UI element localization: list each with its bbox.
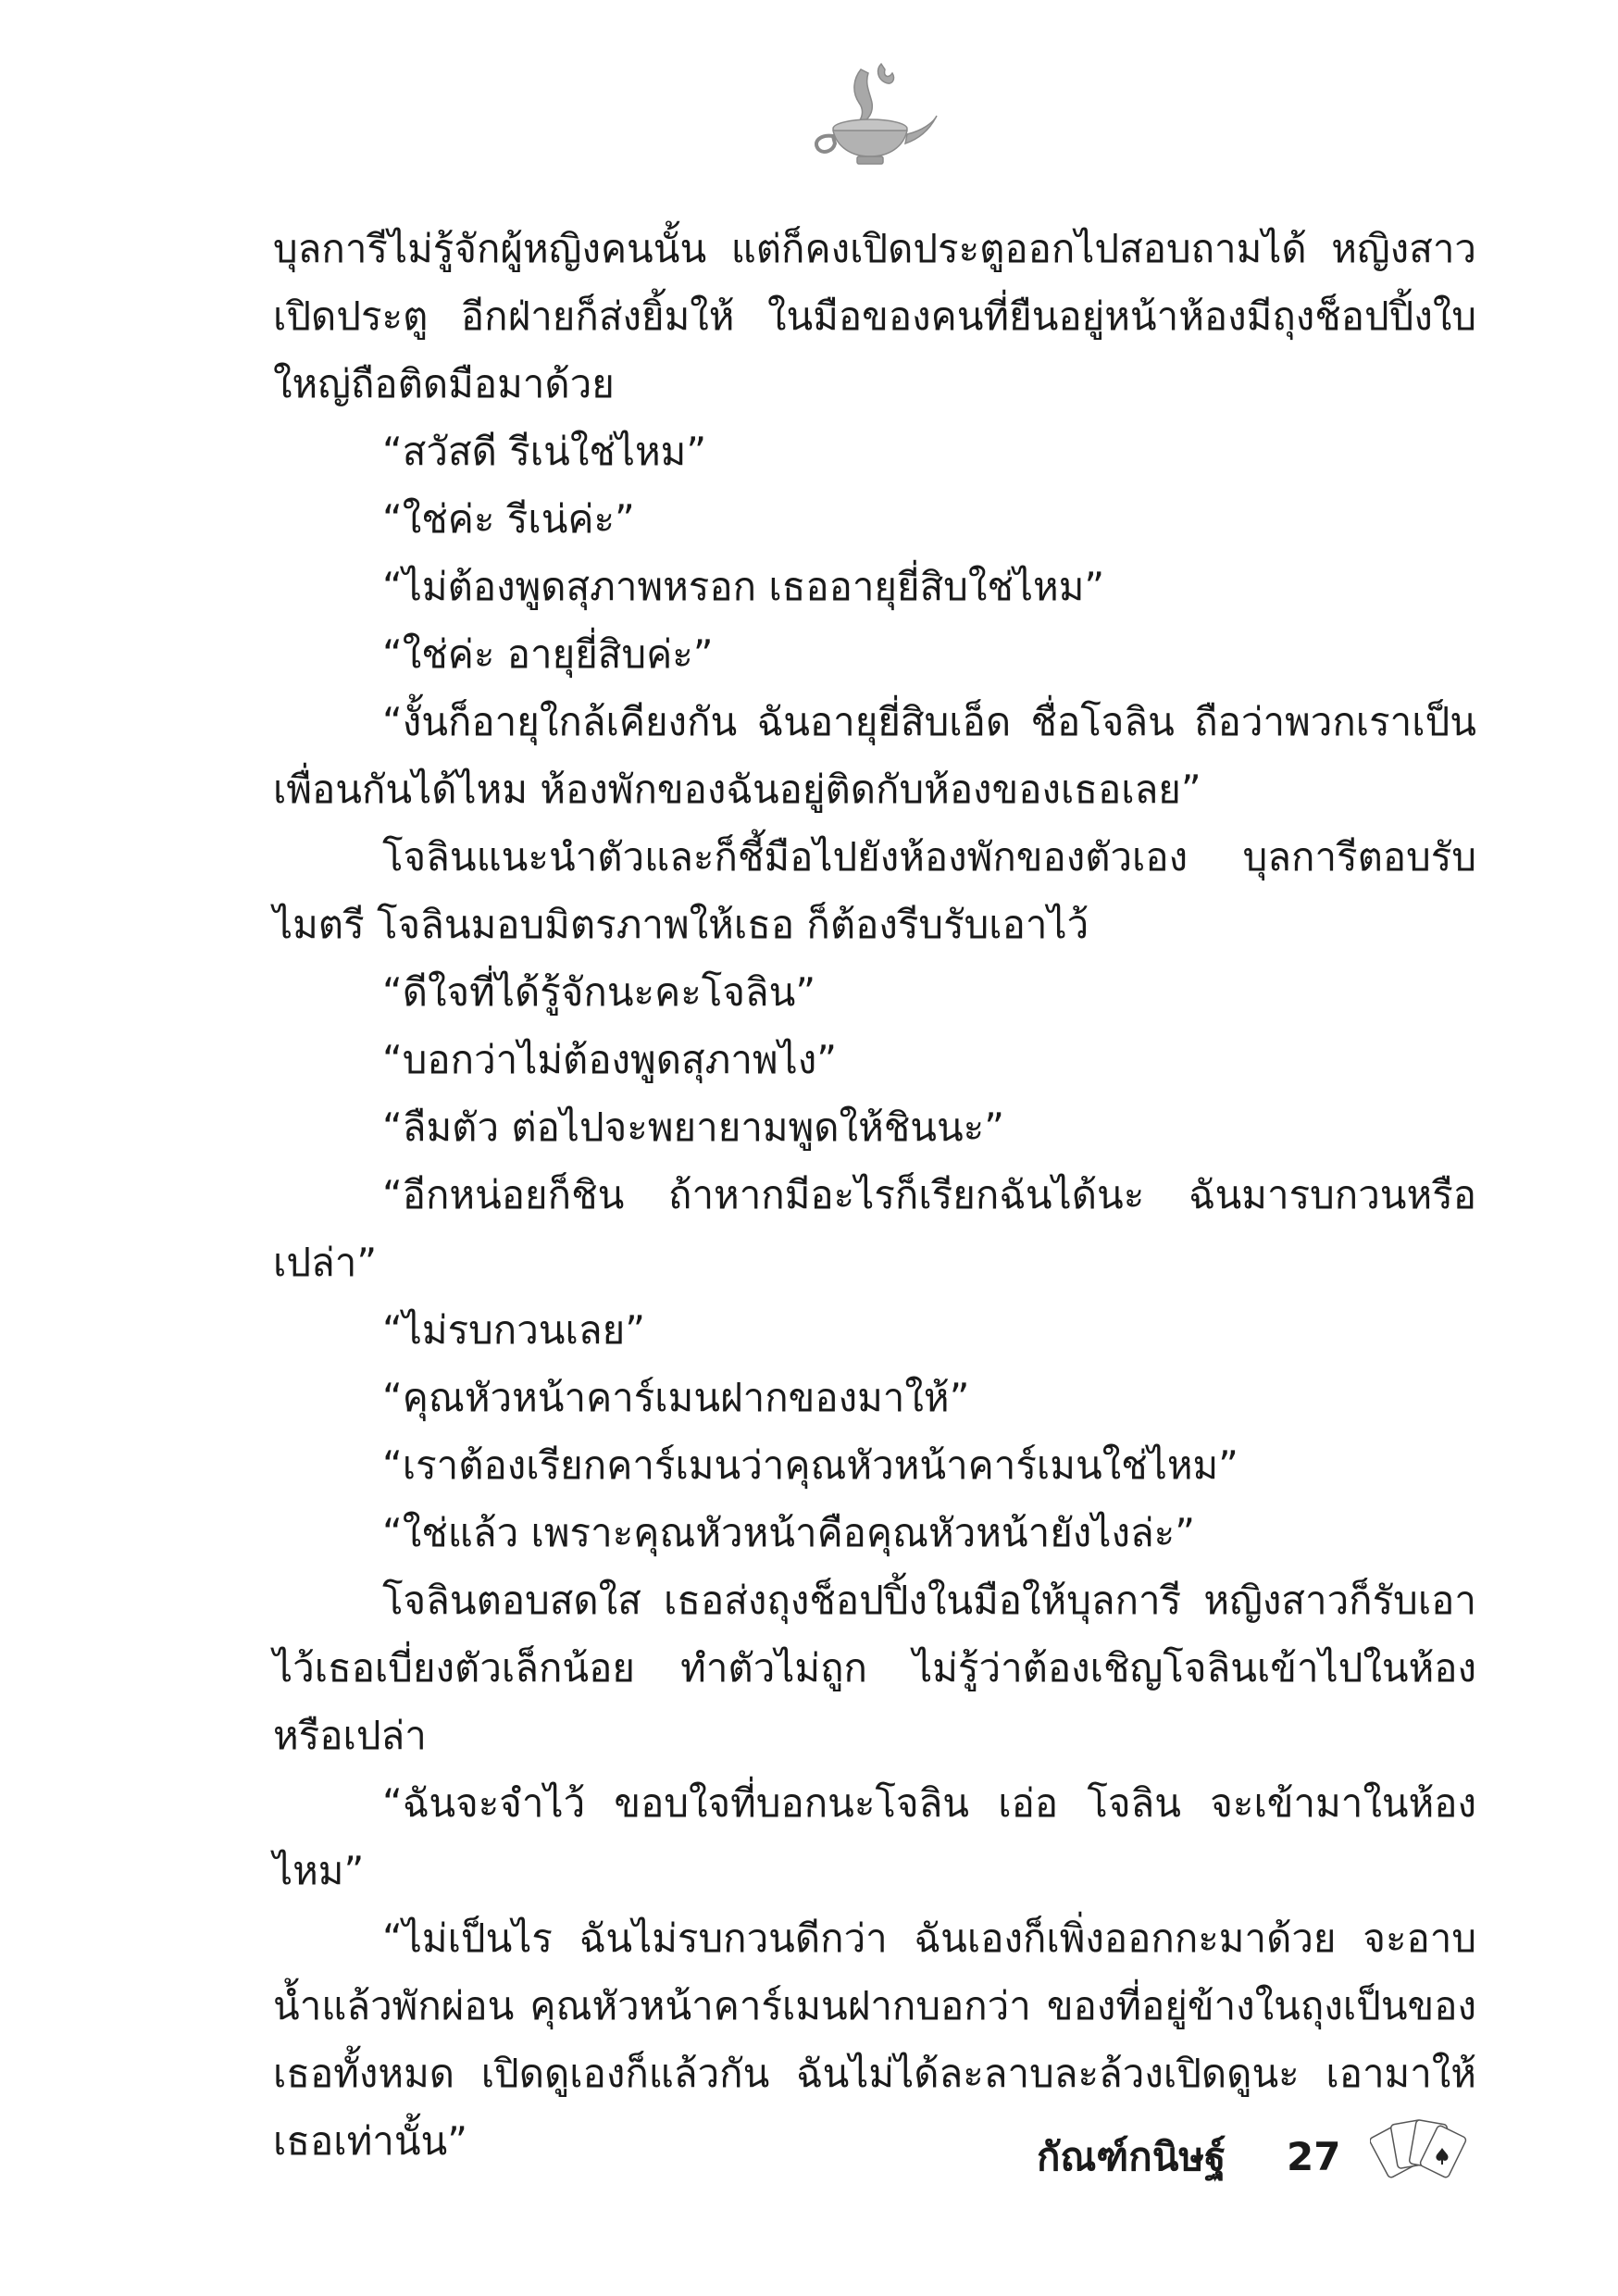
paragraph: “ใช่ค่ะ อายุยี่สิบค่ะ” [382,631,714,677]
paragraph: “ดีใจที่ได้รู้จักนะคะโจลิน” [382,969,816,1015]
paragraph: “ลืมตัว ต่อไปจะพยายามพูดให้ชินนะ” [382,1104,1004,1150]
page-number: 27 [1287,2134,1341,2179]
genie-lamp-ornament-icon [796,51,944,171]
paragraph: “บอกว่าไม่ต้องพูดสุภาพไง” [382,1037,837,1082]
paragraph: โจลินแนะนำตัวและก็ชี้มือไปยังห้องพักของตัวเอง บุลการีตอบรับไมตรี โจลินมอบมิตรภาพให้เธอ ก็ต้องรีบรับเอาไว้ [273,834,1476,947]
paragraph: “ใช่ค่ะ รีเน่ค่ะ” [382,496,635,542]
playing-cards-icon [1370,2111,1472,2203]
page-footer [1000,2111,1555,2222]
paragraph: บุลการีไม่รู้จักผู้หญิงคนนั้น แต่ก็คงเปิดประตูออกไปสอบถามได้ หญิงสาวเปิดประตู อีกฝ่ายก็ส่งยิ้มให้ ในมือของคนที่ยืนอยู่หน้าห้องมีถุงช็อปปิ้งใบใหญ่ถือติดมือมาด้วย [273,226,1476,406]
paragraph: “ไม่รบกวนเลย” [382,1307,645,1353]
paragraph: “ฉันจะจำไว้ ขอบใจที่บอกนะโจลิน เอ่อ โจลิน จะเข้ามาในห้องไหม” [273,1780,1476,1893]
paragraph: “อีกหน่อยก็ชิน ถ้าหากมีอะไรก็เรียกฉันได้นะ ฉันมารบกวนหรือเปล่า” [273,1172,1476,1285]
paragraph: “ใช่แล้ว เพราะคุณหัวหน้าคือคุณหัวหน้ายังไงล่ะ” [382,1510,1196,1555]
paragraph: “ไม่เป็นไร ฉันไม่รบกวนดีกว่า ฉันเองก็เพิ่งออกกะมาด้วย จะอาบน้ำแล้วพักผ่อน คุณหัวหน้าคาร์เมนฝากบอกว่า ของที่อยู่ข้างในถุงเป็นของเธอทั้งหมด เปิดดูเองก็แล้วกัน ฉันไม่ได้ละลาบละล้วงเปิดดูนะ เอามาให้เธอเท่านั้น” [273,1915,1476,2164]
paragraph: “สวัสดี รีเน่ใช่ไหม” [382,429,707,474]
book-title: กัณฑ์กนิษฐ์ [1037,2134,1226,2179]
paragraph: “ไม่ต้องพูดสุภาพหรอก เธออายุยี่สิบใช่ไหม” [382,564,1105,609]
paragraph: “คุณหัวหน้าคาร์เมนฝากของมาให้” [382,1375,970,1420]
body-text [273,215,1476,2175]
paragraph: “งั้นก็อายุใกล้เคียงกัน ฉันอายุยี่สิบเอ็ด ชื่อโจลิน ถือว่าพวกเราเป็นเพื่อนกันได้ไหม ห้องพักของฉันอยู่ติดกับห้องของเธอเลย” [273,699,1476,812]
paragraph: “เราต้องเรียกคาร์เมนว่าคุณหัวหน้าคาร์เมนใช่ไหม” [382,1442,1238,1488]
paragraph: โจลินตอบสดใส เธอส่งถุงช็อปปิ้งในมือให้บุลการี หญิงสาวก็รับเอาไว้เธอเบี่ยงตัวเล็กน้อย ทำตัวไม่ถูก ไม่รู้ว่าต้องเชิญโจลินเข้าไปในห้องหรือเปล่า [273,1578,1476,1758]
